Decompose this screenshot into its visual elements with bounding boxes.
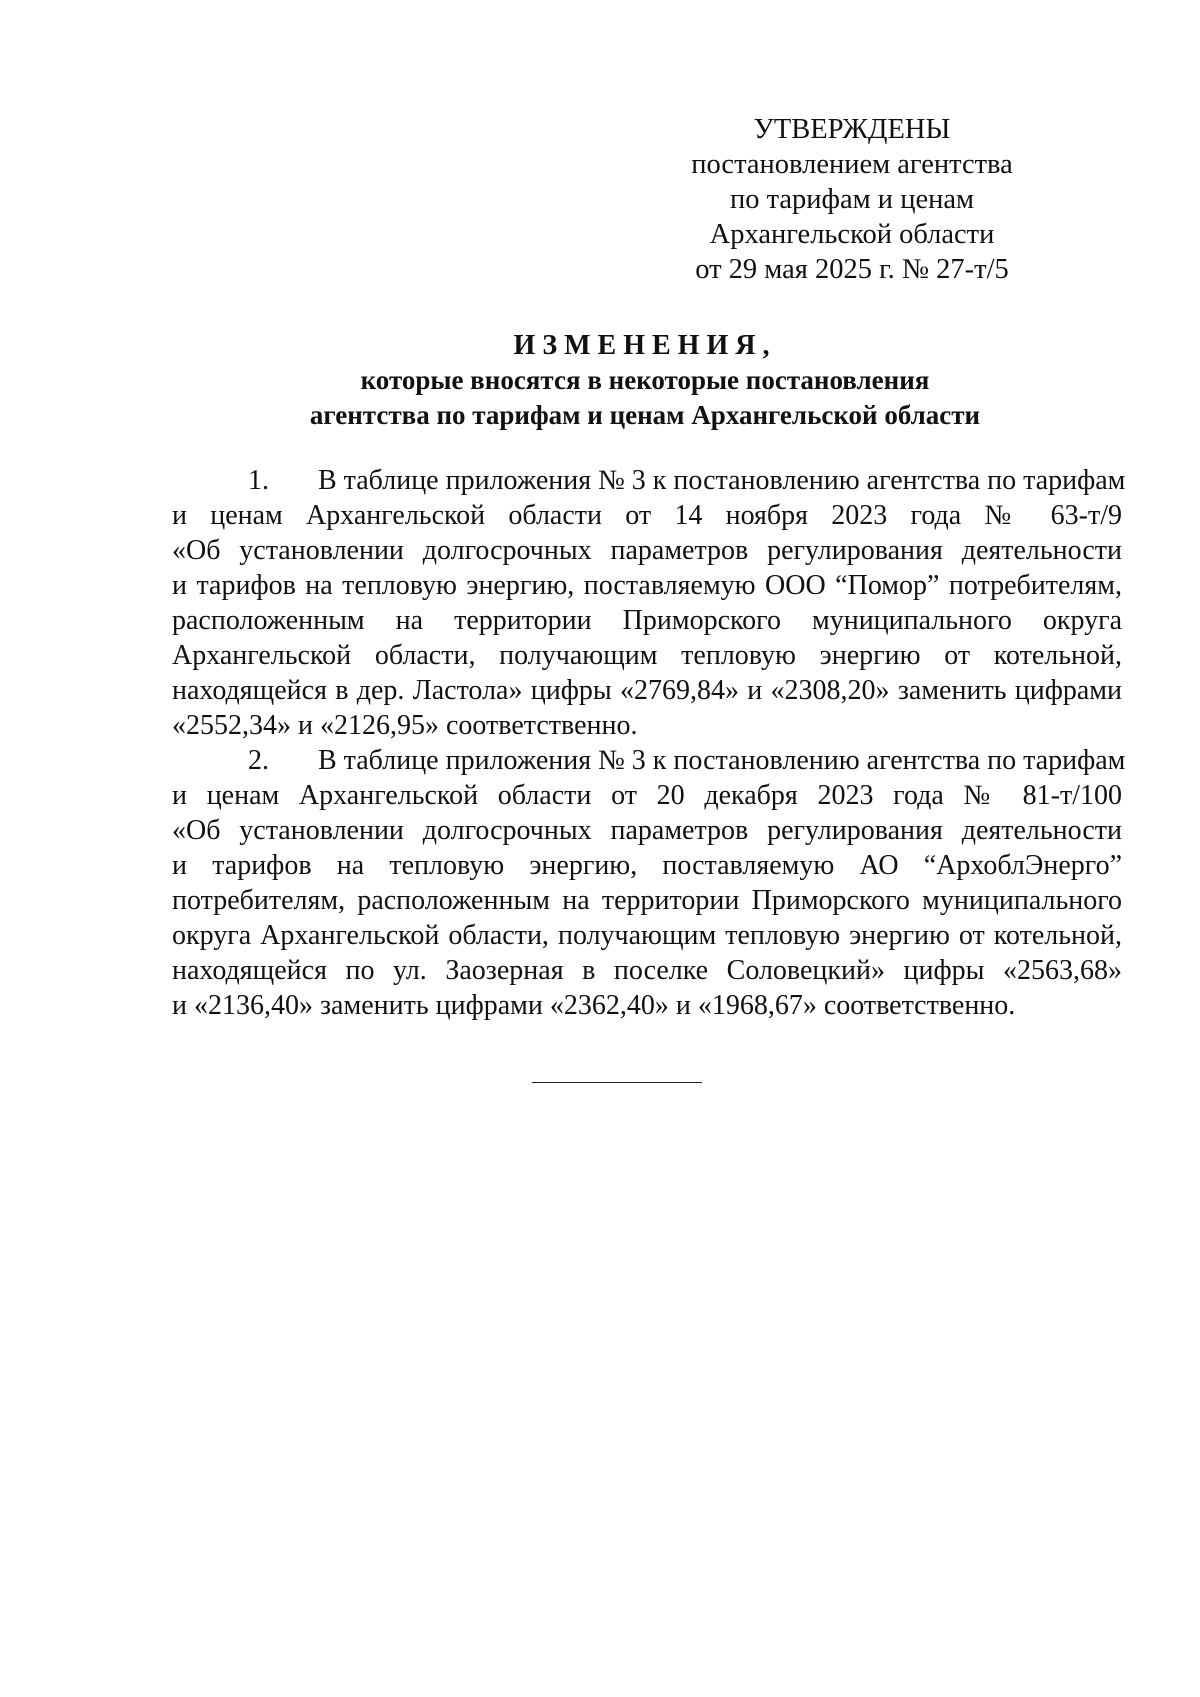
item-line-text: В таблице приложения № 3 к постановлению агентства по тарифам <box>318 465 1126 496</box>
item-line: «Об установлении долгосрочных параметров регулирования деятельности <box>172 535 1122 566</box>
document-body <box>172 463 1126 1023</box>
item-line-text: В таблице приложения № 3 к постановлению агентства по тарифам <box>318 745 1126 776</box>
item-line: округа Архангельской области, получающим тепловую энергию от котельной, <box>172 920 1122 951</box>
approval-stamp-block <box>650 112 1054 287</box>
item-line: и тарифов на тепловую энергию, поставляемую ООО “Помор” потребителям, <box>172 570 1122 601</box>
approval-line: по тарифам и ценам <box>729 184 975 215</box>
item-number: 2. <box>248 745 269 776</box>
list-item <box>172 463 1126 743</box>
approval-line: Архангельской области <box>709 219 995 250</box>
item-line: находящейся по ул. Заозерная в поселке Соловецкий» цифры «2563,68» <box>172 955 1122 986</box>
item-line: и ценам Архангельской области от 20 декабря 2023 года № 81-т/100 <box>172 780 1122 811</box>
item-first-line <box>172 743 1126 778</box>
item-first-line <box>172 463 1126 498</box>
item-line: и «2136,40» заменить цифрами «2362,40» и «1968,67» соответственно. <box>172 990 1016 1021</box>
title-subtitle-line: агентства по тарифам и ценам Архангельской области <box>309 400 981 430</box>
item-number: 1. <box>248 465 269 496</box>
approval-date-number: от 29 мая 2025 г. № 27-т/5 <box>695 254 1009 285</box>
item-line: и ценам Архангельской области от 14 ноября 2023 года № 63-т/9 <box>172 500 1122 531</box>
title-subtitle-line: которые вносятся в некоторые постановления <box>360 365 930 395</box>
item-line: «2552,34» и «2126,95» соответственно. <box>172 710 638 741</box>
item-line: находящейся в дер. Ластола» цифры «2769,84» и «2308,20» заменить цифрами <box>172 675 1122 706</box>
item-line: и тарифов на тепловую энергию, поставляемую АО “АрхоблЭнерго” <box>172 850 1122 881</box>
closing-divider <box>532 1082 702 1083</box>
list-item <box>172 743 1126 1023</box>
approval-heading: УТВЕРЖДЕНЫ <box>753 114 951 145</box>
item-line: потребителям, расположенным на территории Приморского муниципального <box>172 885 1122 916</box>
item-line: расположенным на территории Приморского муниципального округа <box>172 605 1122 636</box>
document-title <box>170 328 1120 433</box>
item-line: «Об установлении долгосрочных параметров регулирования деятельности <box>172 815 1122 846</box>
approval-line: постановлением агентства <box>691 149 1013 180</box>
item-line: Архангельской области, получающим тепловую энергию от котельной, <box>172 640 1122 671</box>
title-main: ИЗМЕНЕНИЯ, <box>513 330 777 361</box>
